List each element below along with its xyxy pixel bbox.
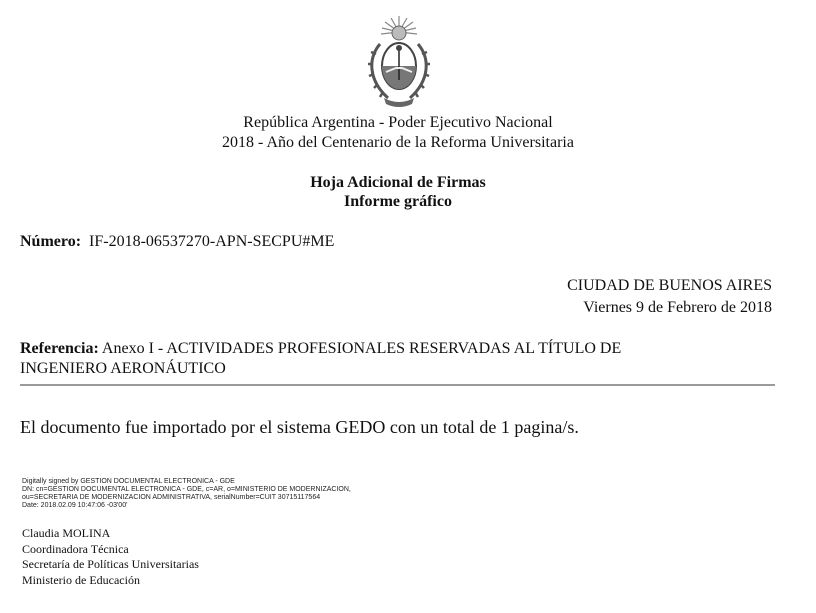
separator-line <box>20 384 775 386</box>
signature-line-2: DN: cn=GESTION DOCUMENTAL ELECTRONICA - GDE, c=AR, o=MINISTERIO DE MODERNIZACION, <box>22 486 351 493</box>
numero-value: IF-2018-06537270-APN-SECPU#ME <box>89 233 335 250</box>
document-number <box>20 232 334 252</box>
signer-block <box>22 526 199 588</box>
reference-block <box>20 339 760 379</box>
place-city: CIUDAD DE BUENOS AIRES <box>567 277 772 294</box>
body-text: El documento fue importado por el sistema GEDO con un total de 1 pagina/s. <box>20 417 579 437</box>
signer-office: Secretaría de Políticas Universitarias <box>22 557 199 571</box>
referencia-text-1: Anexo I - ACTIVIDADES PROFESIONALES RESERVADAS AL TÍTULO DE <box>101 340 622 357</box>
document-subtitle: Informe gráfico <box>344 193 452 210</box>
referencia-text-2: INGENIERO AERONÁUTICO <box>20 360 226 377</box>
header-line-year-motto: 2018 - Año del Centenario de la Reforma Universitaria <box>222 134 574 151</box>
signer-name: Claudia MOLINA <box>22 526 111 540</box>
header-line-republic: República Argentina - Poder Ejecutivo Nacional <box>243 114 553 131</box>
signer-role: Coordinadora Técnica <box>22 541 129 556</box>
referencia-label: Referencia: <box>20 340 99 357</box>
coat-of-arms-seal <box>362 14 436 110</box>
reference-line-1 <box>20 339 760 359</box>
place-date: Viernes 9 de Febrero de 2018 <box>583 299 772 316</box>
signature-line-3: ou=SECRETARIA DE MODERNIZACION ADMINISTRATIVA, serialNumber=CUIT 30715117564 <box>22 494 321 501</box>
document-title: Hoja Adicional de Firmas <box>310 174 486 191</box>
numero-label: Número: <box>20 233 82 250</box>
signer-ministry: Ministerio de Educación <box>22 572 140 587</box>
signature-line-4: Date: 2018.02.09 10:47:06 -03'00' <box>22 502 128 509</box>
digital-signature-block <box>22 478 351 510</box>
signature-line-1: Digitally signed by GESTION DOCUMENTAL ELECTRONICA - GDE <box>22 478 235 485</box>
